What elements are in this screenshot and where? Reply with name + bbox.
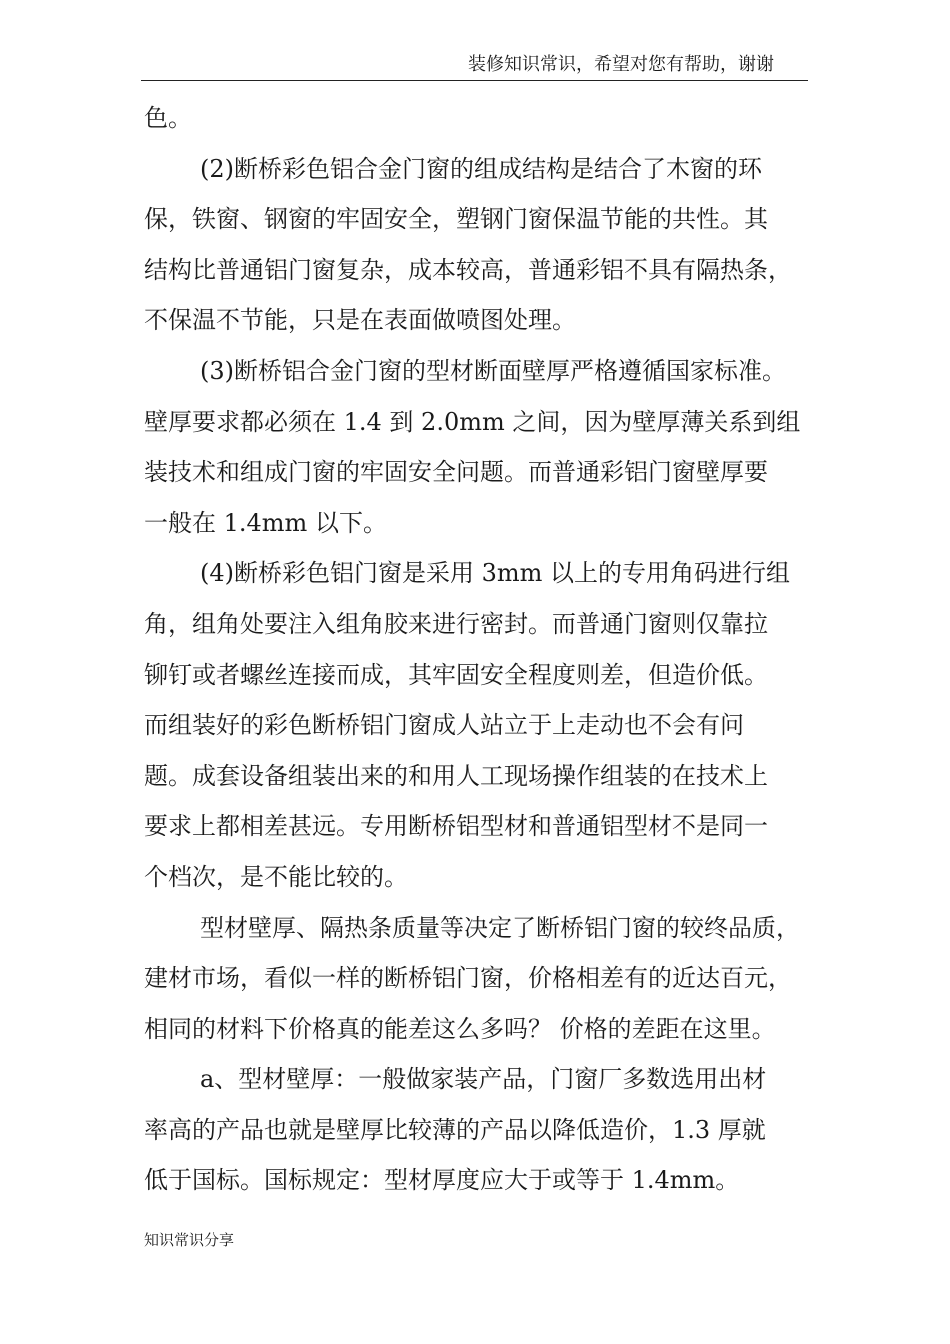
body-line: 壁厚要求都必须在 1.4 到 2.0mm 之间，因为壁厚薄关系到组 (144, 407, 801, 436)
body-line: 题。成套设备组装出来的和用人工现场操作组装的在技术上 (144, 761, 768, 790)
body-line: 保，铁窗、钢窗的牢固安全，塑钢门窗保温节能的共性。其 (144, 205, 768, 234)
body-line: 低于国标。国标规定：型材厚度应大于或等于 1.4mm。 (144, 1166, 740, 1195)
body-line: 建材市场，看似一样的断桥铝门窗，价格相差有的近达百元， (144, 964, 792, 993)
body-line: 不保温不节能，只是在表面做喷图处理。 (144, 306, 576, 335)
paragraph-start-line: (3)断桥铝合金门窗的型材断面壁厚严格遵循国家标准。 (200, 356, 786, 385)
page-footer-text: 知识常识分享 (144, 1231, 235, 1249)
header-rule (141, 80, 808, 81)
document-body (144, 99, 812, 1212)
body-line: 相同的材料下价格真的能差这么多吗？ 价格的差距在这里。 (144, 1014, 776, 1043)
paragraph-start-line: a、型材壁厚：一般做家装产品，门窗厂多数选用出材 (200, 1065, 767, 1094)
body-line: 铆钉或者螺丝连接而成，其牢固安全程度则差，但造价低。 (144, 660, 768, 689)
page-header-text: 装修知识常识，希望对您有帮助，谢谢 (468, 54, 774, 75)
body-line: 装技术和组成门窗的牢固安全问题。而普通彩铝门窗壁厚要 (144, 458, 768, 487)
paragraph-start-line: (2)断桥彩色铝合金门窗的组成结构是结合了木窗的环 (200, 154, 762, 183)
body-line: 个档次，是不能比较的。 (144, 862, 408, 891)
body-line: 一般在 1.4mm 以下。 (144, 508, 387, 537)
body-line: 要求上都相差甚远。专用断桥铝型材和普通铝型材不是同一 (144, 812, 768, 841)
body-line: 色。 (144, 104, 192, 132)
body-line: 角，组角处要注入组角胶来进行密封。而普通门窗则仅靠拉 (144, 609, 768, 638)
body-line: 结构比普通铝门窗复杂，成本较高，普通彩铝不具有隔热条， (144, 255, 792, 284)
body-line: 而组装好的彩色断桥铝门窗成人站立于上走动也不会有问 (144, 711, 744, 740)
paragraph-start-line: (4)断桥彩色铝门窗是采用 3mm 以上的专用角码进行组 (200, 559, 791, 588)
body-line: 率高的产品也就是壁厚比较薄的产品以降低造价，1.3 厚就 (144, 1115, 766, 1144)
paragraph-start-line: 型材壁厚、隔热条质量等决定了断桥铝门窗的较终品质， (200, 913, 800, 942)
